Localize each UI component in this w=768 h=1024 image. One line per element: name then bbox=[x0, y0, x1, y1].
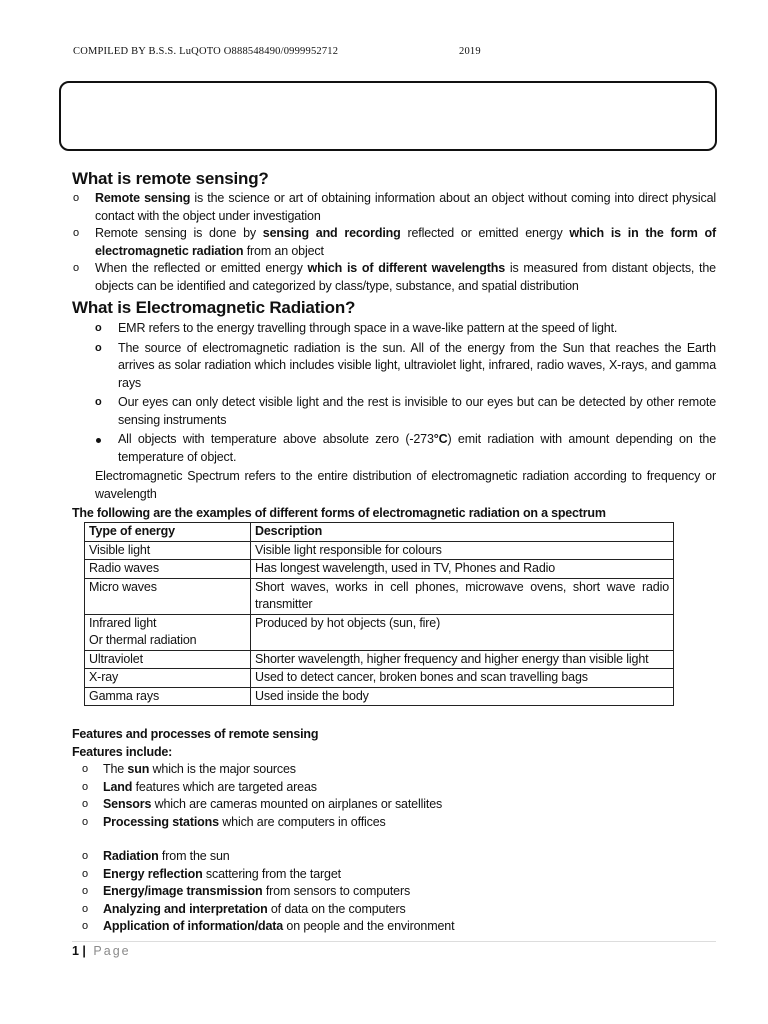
table-cell: Ultraviolet bbox=[85, 650, 251, 669]
bold-text: which is of different wavelengths bbox=[307, 261, 506, 275]
bold-text: Remote sensing bbox=[95, 191, 191, 205]
bullet-icon: o bbox=[82, 902, 88, 915]
text: which is the major sources bbox=[149, 762, 296, 776]
list-item bbox=[72, 260, 716, 295]
list-item bbox=[80, 848, 716, 866]
remote-sensing-list bbox=[72, 190, 716, 295]
table-row bbox=[85, 614, 674, 650]
bold-text: Analyzing and interpretation bbox=[103, 901, 268, 916]
bold-text: sensing and recording bbox=[262, 226, 401, 240]
text: Our eyes can only detect visible light and the rest is invisible to our eyes but can be detected by other remote sensing instruments bbox=[118, 395, 716, 427]
table-row bbox=[85, 687, 674, 706]
features-subheading: Features include: bbox=[72, 745, 173, 759]
text: reflected or emitted energy bbox=[400, 226, 570, 240]
text: The bbox=[103, 762, 128, 776]
table-cell: Has longest wavelength, used in TV, Phones and Radio bbox=[251, 560, 674, 579]
table-row bbox=[85, 541, 674, 560]
page-label: Page bbox=[93, 944, 131, 958]
table-cell: Micro waves bbox=[85, 578, 251, 614]
column-header: Type of energy bbox=[85, 523, 251, 542]
text: Remote sensing is done by bbox=[95, 226, 263, 240]
features-list bbox=[80, 761, 716, 831]
text: ) emit radiation with amount depending on the temperature of object. bbox=[118, 432, 716, 464]
table-cell: Visible light bbox=[85, 541, 251, 560]
list-item bbox=[80, 761, 716, 779]
list-item bbox=[72, 225, 716, 260]
bullet-icon: o bbox=[82, 867, 88, 880]
processes-list bbox=[80, 848, 716, 936]
bullet-icon: o bbox=[73, 227, 79, 239]
bold-text: Energy/image transmission bbox=[103, 884, 263, 898]
bold-text: sun bbox=[127, 762, 150, 776]
table-cell: X-ray bbox=[85, 669, 251, 688]
bold-text: °C bbox=[433, 432, 448, 446]
table-cell: Gamma rays bbox=[85, 687, 251, 706]
list-item bbox=[95, 320, 716, 338]
list-item bbox=[80, 779, 716, 797]
heading-emr: What is Electromagnetic Radiation? bbox=[72, 298, 356, 317]
table-cell: Radio waves bbox=[85, 560, 251, 579]
bold-text: Radiation bbox=[103, 849, 159, 863]
heading-remote-sensing: What is remote sensing? bbox=[72, 169, 269, 188]
list-item bbox=[95, 340, 716, 393]
text: All objects with temperature above absolute zero (-273 bbox=[118, 432, 434, 446]
bullet-icon: o bbox=[82, 815, 88, 828]
list-item bbox=[95, 394, 716, 429]
text: is the science or art of obtaining information about an object without coming into direct physical contact with the object under investigation bbox=[95, 191, 716, 223]
text: from sensors to computers bbox=[262, 884, 411, 898]
text: of data on the computers bbox=[267, 901, 406, 916]
bullet-icon: o bbox=[95, 322, 102, 334]
table-row bbox=[85, 578, 674, 614]
table-cell bbox=[85, 614, 251, 650]
emr-list bbox=[95, 320, 716, 466]
document-body bbox=[72, 168, 716, 936]
page-footer bbox=[72, 944, 131, 958]
footer-separator: | bbox=[78, 944, 90, 958]
list-item bbox=[80, 901, 716, 919]
column-header: Description bbox=[251, 523, 674, 542]
table-cell: Shorter wavelength, higher frequency and higher energy than visible light bbox=[251, 650, 674, 669]
bold-text: Land bbox=[103, 779, 133, 794]
list-item bbox=[80, 796, 716, 814]
table-row bbox=[85, 650, 674, 669]
features-heading: Features and processes of remote sensing bbox=[72, 727, 319, 741]
text: The source of electromagnetic radiation is the sun. All of the energy from the Sun that reaches the Earth arrives as solar radiation which includes visible light, ultraviolet light, infrared, radio waves, X-rays, and gamma rays bbox=[118, 340, 716, 390]
table-cell: Used inside the body bbox=[251, 687, 674, 706]
text: features which are targeted areas bbox=[132, 779, 317, 794]
text: from the sun bbox=[158, 849, 230, 863]
text: When the reflected or emitted energy bbox=[95, 261, 308, 275]
bullet-icon: o bbox=[82, 780, 88, 793]
list-item bbox=[80, 883, 716, 901]
footer-divider bbox=[72, 941, 716, 942]
list-item bbox=[80, 918, 716, 936]
bullet-icon: o bbox=[95, 396, 102, 408]
table-cell: Used to detect cancer, broken bones and scan travelling bags bbox=[251, 669, 674, 688]
bullet-icon: o bbox=[82, 920, 88, 932]
bullet-icon: o bbox=[82, 763, 88, 775]
text: scattering from the target bbox=[202, 866, 341, 881]
bullet-icon: o bbox=[73, 192, 79, 204]
table-cell: Visible light responsible for colours bbox=[251, 541, 674, 560]
spectrum-paragraph: Electromagnetic Spectrum refers to the entire distribution of electromagnetic radiation according to frequency or wavelength bbox=[95, 469, 716, 501]
list-item bbox=[72, 190, 716, 225]
list-item bbox=[95, 431, 716, 466]
bold-text: Sensors bbox=[103, 797, 152, 811]
list-item bbox=[80, 814, 716, 832]
bullet-icon: o bbox=[82, 850, 88, 862]
table-row bbox=[85, 669, 674, 688]
table-cell: Produced by hot objects (sun, fire) bbox=[251, 614, 674, 650]
table-header-row bbox=[85, 523, 674, 542]
compiled-by: COMPILED BY B.S.S. LuQOTO O888548490/0999952712 bbox=[73, 46, 339, 57]
bold-text: Application of information/data bbox=[103, 919, 284, 933]
bullet-icon: o bbox=[73, 262, 79, 274]
cell-line: Or thermal radiation bbox=[89, 633, 197, 647]
bold-text: which is in the form of electromagnetic radiation bbox=[95, 226, 716, 258]
bullet-icon: o bbox=[95, 341, 102, 354]
table-caption: The following are the examples of different forms of electromagnetic radiation on a spectrum bbox=[72, 506, 606, 520]
table-cell: Short waves, works in cell phones, microwave ovens, short wave radio transmitter bbox=[251, 578, 674, 614]
text: from an object bbox=[243, 243, 324, 258]
cell-line: Infrared light bbox=[89, 615, 157, 630]
bullet-icon: o bbox=[82, 798, 88, 810]
table-row bbox=[85, 560, 674, 579]
text: which are cameras mounted on airplanes or satellites bbox=[151, 797, 443, 811]
energy-table bbox=[84, 522, 674, 706]
title-box bbox=[59, 81, 717, 151]
text: on people and the environment bbox=[283, 919, 455, 933]
bullet-icon: o bbox=[82, 885, 88, 897]
header-year: 2019 bbox=[459, 46, 481, 57]
dot-bullet-icon bbox=[96, 438, 101, 443]
list-item bbox=[80, 866, 716, 884]
bold-text: Processing stations bbox=[103, 814, 219, 829]
text: is measured from distant objects, the objects can be identified and categorized by class/type, substance, and spatial distribution bbox=[95, 261, 716, 293]
bold-text: Energy reflection bbox=[103, 866, 203, 881]
text: which are computers in offices bbox=[218, 814, 386, 829]
page-number: 1 bbox=[72, 944, 79, 958]
text: EMR refers to the energy travelling through space in a wave-like pattern at the speed of light. bbox=[118, 321, 618, 335]
